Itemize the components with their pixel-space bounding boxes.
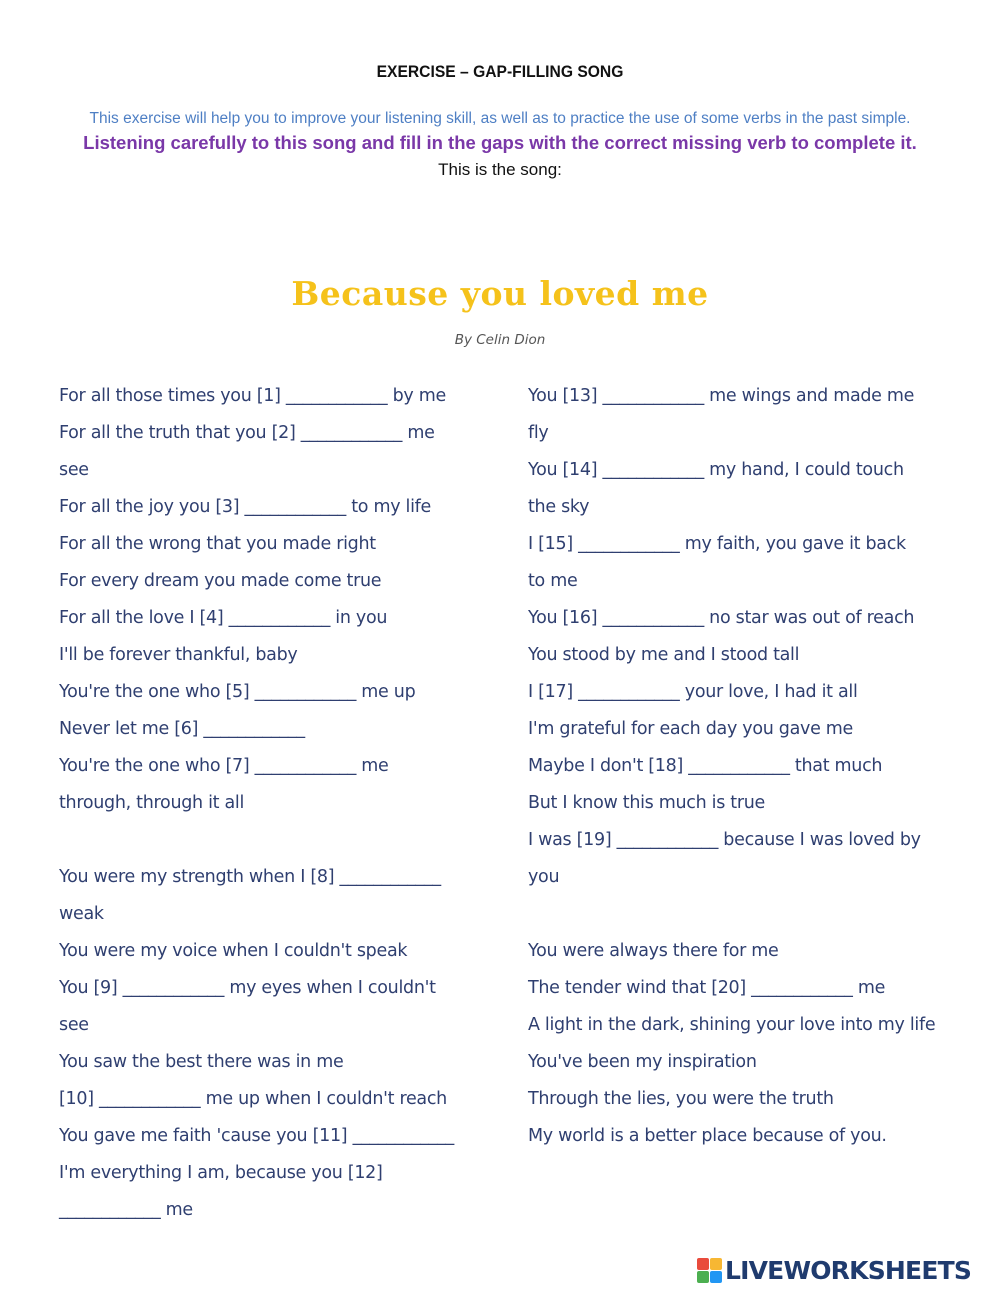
lyric-line: For every dream you made come true [59,571,382,591]
lyric-line: to me [528,571,578,591]
lyric-line: through, through it all [59,793,245,813]
logo-icon-tile [710,1258,722,1270]
lyric-line: Through the lies, you were the truth [528,1089,834,1109]
lyric-line: For all the wrong that you made right [59,534,376,554]
lyric-line: You're the one who [7] ____________ me [59,756,389,776]
lyric-line: You're the one who [5] ____________ me up [59,682,416,702]
lyric-line: You [9] ____________ my eyes when I couldn't [59,978,436,998]
lyrics-column-right [528,378,948,1155]
lyric-line: You saw the best there was in me [59,1052,344,1072]
lyric-line: the sky [528,497,590,517]
lyric-line: see [59,1015,89,1035]
logo-icon-tile [697,1258,709,1270]
lyric-line: Never let me [6] ____________ [59,719,305,739]
lyric-line: You gave me faith 'cause you [11] ____________ [59,1126,454,1146]
lyric-line: You [13] ____________ me wings and made me [528,386,915,406]
lyric-line: ____________ me [59,1200,193,1220]
logo-icon [697,1258,722,1283]
lyric-line: I'm everything I am, because you [12] [59,1163,383,1183]
lyric-line: I'll be forever thankful, baby [59,645,298,665]
lyrics-column-left [59,378,479,1229]
lyric-line: I [17] ____________ your love, I had it all [528,682,858,702]
lyric-line: For all those times you [1] ____________ by me [59,386,446,406]
lyric-line: I was [19] ____________ because I was loved by [528,830,921,850]
song-title: Because you loved me [291,274,709,313]
lyric-line: For all the truth that you [2] ____________ me [59,423,435,443]
lyric-line: Maybe I don't [18] ____________ that much [528,756,883,776]
lyric-line: You were my voice when I couldn't speak [59,941,408,961]
lyric-line: I [15] ____________ my faith, you gave it back [528,534,906,554]
lyric-line: see [59,460,89,480]
lyric-line: But I know this much is true [528,793,766,813]
lyric-line: You [14] ____________ my hand, I could touch [528,460,904,480]
liveworksheets-logo [697,1253,997,1287]
exercise-intro: This exercise will help you to improve your listening skill, as well as to practice the use of some verbs in the past simple. [89,110,911,127]
lyric-line: For all the love I [4] ____________ in you [59,608,388,628]
song-author: By Celin Dion [454,332,546,348]
lyric-line: The tender wind that [20] ____________ me [528,978,886,998]
lyric-line: For all the joy you [3] ____________ to my life [59,497,431,517]
lyric-line: fly [528,423,549,443]
exercise-instruction: Listening carefully to this song and fill in the gaps with the correct missing verb to complete it. [83,132,917,153]
exercise-title: EXERCISE – GAP-FILLING SONG [376,62,624,81]
lyric-line: My world is a better place because of you. [528,1126,887,1146]
lyric-line: You [16] ____________ no star was out of reach [528,608,915,628]
logo-icon-tile [710,1271,722,1283]
lyric-line: You stood by me and I stood tall [528,645,800,665]
lyric-line [528,896,948,933]
lyric-line: A light in the dark, shining your love into my life [528,1015,936,1035]
logo-text: LIVEWORKSHEETS [725,1255,972,1285]
logo-icon-tile [697,1271,709,1283]
lyric-line: You've been my inspiration [528,1052,757,1072]
lyric-line: you [528,867,560,887]
lyric-line: You were my strength when I [8] ____________ [59,867,441,887]
lyric-line: weak [59,904,104,924]
lyric-line [59,822,479,859]
lyric-line: I'm grateful for each day you gave me [528,719,854,739]
song-intro-text: This is the song: [438,160,562,179]
lyric-line: You were always there for me [528,941,779,961]
lyric-line: [10] ____________ me up when I couldn't reach [59,1089,447,1109]
